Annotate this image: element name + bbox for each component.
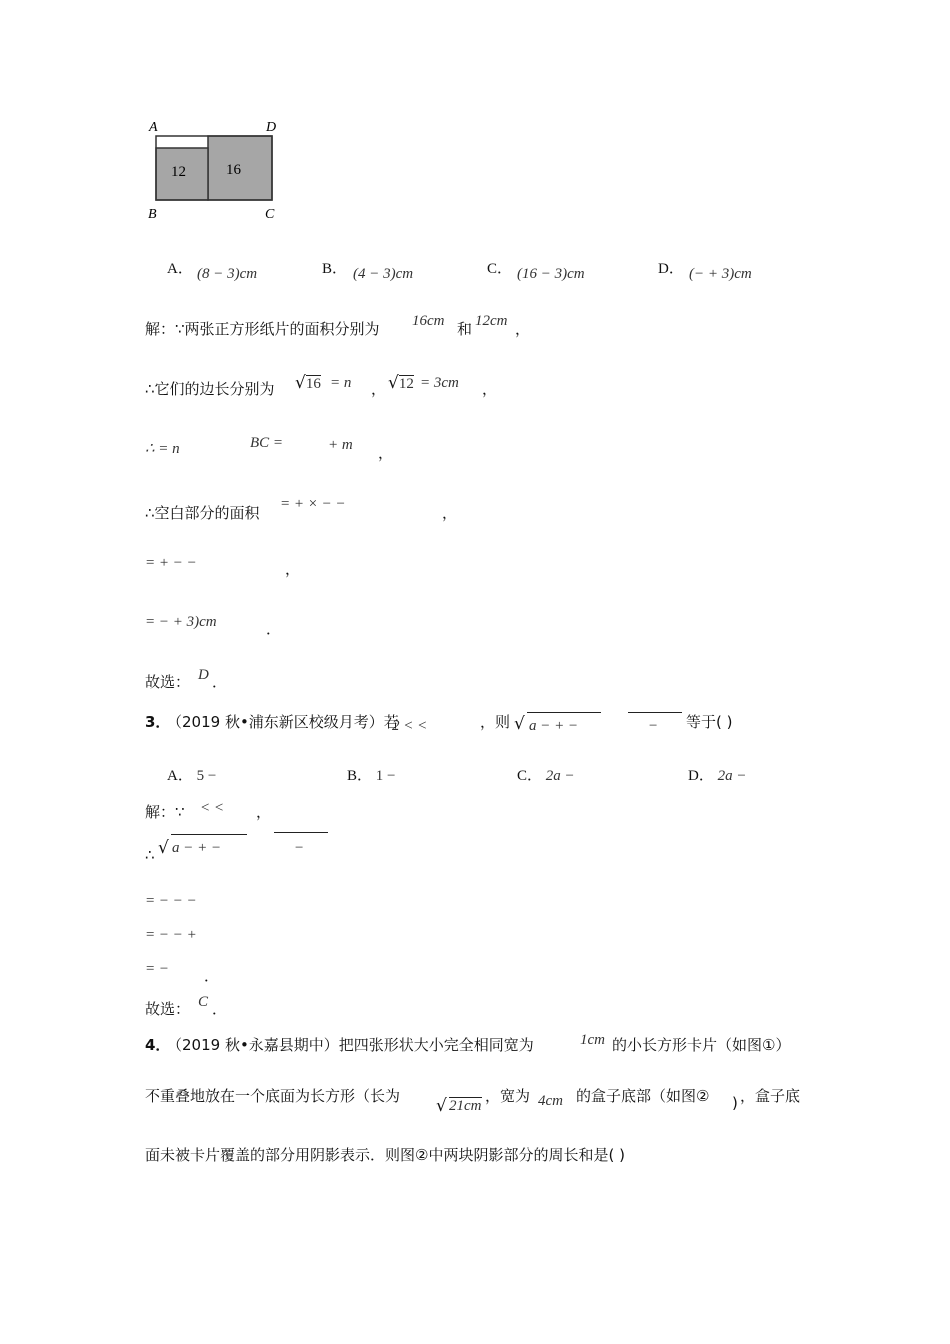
q4-line-2b: ，宽为 xyxy=(485,1087,531,1105)
side-16: = n xyxy=(330,375,352,391)
q2-solution-line-5: = + − − xyxy=(145,555,197,571)
q3-option-d xyxy=(688,764,746,785)
option-value: 5 − xyxy=(196,768,217,784)
bc-label: BC = xyxy=(250,435,284,451)
q4-line-3: 面未被卡片覆盖的部分用阴影表示．则图②中两块阴影部分的周长和是( ) xyxy=(145,1146,625,1164)
q3-sol-condition: < < xyxy=(200,800,224,816)
q4-width: 1cm xyxy=(580,1032,605,1048)
q4-paren: ) xyxy=(732,1094,738,1112)
area-16: 16cm xyxy=(412,313,445,329)
q3-solution-line-3: = − − − xyxy=(145,893,197,909)
option-letter: B． xyxy=(322,261,348,277)
label-a: A xyxy=(149,120,158,135)
q3-radicand-2: − xyxy=(648,718,659,734)
q4-line-1a: （2019 秋•永嘉县期中）把四张形状大小完全相同宽为 xyxy=(167,1036,534,1054)
period: ． xyxy=(212,1000,228,1018)
q3-sqrt-1: √ xyxy=(514,714,525,734)
q2-option-a-value: (8 − 3)cm xyxy=(197,266,258,282)
option-letter: C． xyxy=(517,768,543,784)
q3-source: （2019 秋•浦东新区校级月考）若 xyxy=(167,713,399,731)
q3-radicand-1: a − + − xyxy=(529,718,579,734)
q3-option-b xyxy=(347,764,395,785)
period: ． xyxy=(266,620,282,638)
q4-box-width: 4cm xyxy=(538,1093,563,1109)
bc-value: + m xyxy=(328,437,353,453)
q4-length: 21cm xyxy=(449,1098,482,1114)
rectangle-figure xyxy=(140,112,290,224)
q3-solution-line-1: 解：∵ xyxy=(145,803,185,821)
option-letter: A． xyxy=(167,768,193,784)
radical-bar xyxy=(628,712,682,713)
q2-solution-line-2: ∴它们的边长分别为 xyxy=(145,380,275,398)
q2-option-b xyxy=(322,257,347,278)
q2-answer xyxy=(145,671,190,692)
q3-option-c xyxy=(517,764,575,785)
q2-solution-line-4: ∴空白部分的面积 xyxy=(145,504,260,522)
label-c: C xyxy=(265,207,275,222)
radicand: 16 xyxy=(305,376,321,392)
label-d: D xyxy=(266,120,277,135)
q3-number: 3． xyxy=(145,713,171,731)
comma: ， xyxy=(482,380,498,398)
answer-label: 故选： xyxy=(145,673,191,691)
option-letter: D． xyxy=(688,768,714,784)
q2-solution-line-3: ∴ = n xyxy=(145,441,180,457)
option-value: 1 − xyxy=(375,768,396,784)
q3-sol-radicand-1: a − + − xyxy=(172,840,222,856)
q2-option-c-value: (16 − 3)cm xyxy=(517,266,585,282)
q3-tail: 等于( ) xyxy=(686,713,733,731)
label-b: B xyxy=(148,207,157,222)
q3-solution-line-4: = − − + xyxy=(145,927,197,943)
q3-answer-value: C xyxy=(198,994,209,1010)
q2-solution-line-1 xyxy=(145,318,380,339)
option-letter: A． xyxy=(167,261,193,277)
q2-option-c xyxy=(487,257,512,278)
radical-bar xyxy=(171,834,247,835)
q3-sol-radicand-2: − xyxy=(294,840,305,856)
q3-solution-line-5: = − xyxy=(145,961,169,977)
q4-line-2c: 的盒子底部（如图② xyxy=(576,1087,710,1105)
radical-bar xyxy=(274,832,328,833)
q3-sol-sqrt-1: √ xyxy=(158,838,169,858)
radical-bar xyxy=(527,712,601,713)
period: ． xyxy=(204,967,220,985)
comma: ， xyxy=(442,504,458,522)
q2-option-d xyxy=(658,257,684,278)
blank-area-expr: = + × − − xyxy=(280,496,346,512)
sqrt-16: √16 xyxy=(295,373,321,393)
option-letter: D． xyxy=(658,261,684,277)
option-value: 2a − xyxy=(717,768,747,784)
q4-sqrt: √ xyxy=(436,1096,447,1116)
q2-option-b-value: (4 − 3)cm xyxy=(353,266,414,282)
q4-line-1b: 的小长方形卡片（如图①） xyxy=(612,1036,791,1054)
q3-solution-line-2: ∴ xyxy=(145,846,155,864)
q3-condition: 2 < < xyxy=(392,718,428,734)
q2-answer-value: D xyxy=(198,667,209,683)
radicand: 12 xyxy=(398,376,414,392)
q4-line-2e: ，盒子底 xyxy=(740,1087,801,1105)
q2-option-d-value: (− + 3)cm xyxy=(689,266,752,282)
option-value: 2a − xyxy=(545,768,575,784)
q4-number: 4． xyxy=(145,1036,171,1054)
comma: ， xyxy=(256,803,272,821)
comma: ， xyxy=(378,444,394,462)
solution-text: 解：∵两张正方形纸片的面积分别为 xyxy=(145,320,380,338)
option-letter: C． xyxy=(487,261,513,277)
area-12: 12cm xyxy=(475,313,508,329)
q3-answer: 故选： xyxy=(145,1000,191,1018)
q4-line-2a: 不重叠地放在一个底面为长方形（长为 xyxy=(145,1087,401,1105)
comma: ， xyxy=(515,320,531,338)
and-text: 和 xyxy=(457,320,473,338)
period: ． xyxy=(212,673,228,691)
q3-then: ，则 xyxy=(480,713,511,731)
side-12: = 3cm xyxy=(420,375,459,391)
sqrt-12: √12 xyxy=(388,373,414,393)
q2-option-a xyxy=(167,257,193,278)
square-small-label: 12 xyxy=(171,164,186,180)
option-letter: B． xyxy=(347,768,373,784)
q2-solution-line-6: = − + 3)cm xyxy=(145,614,217,630)
comma: ， xyxy=(285,560,301,578)
square-large-label: 16 xyxy=(226,162,241,178)
q3-option-a xyxy=(167,764,216,785)
separator: ， xyxy=(371,380,387,398)
